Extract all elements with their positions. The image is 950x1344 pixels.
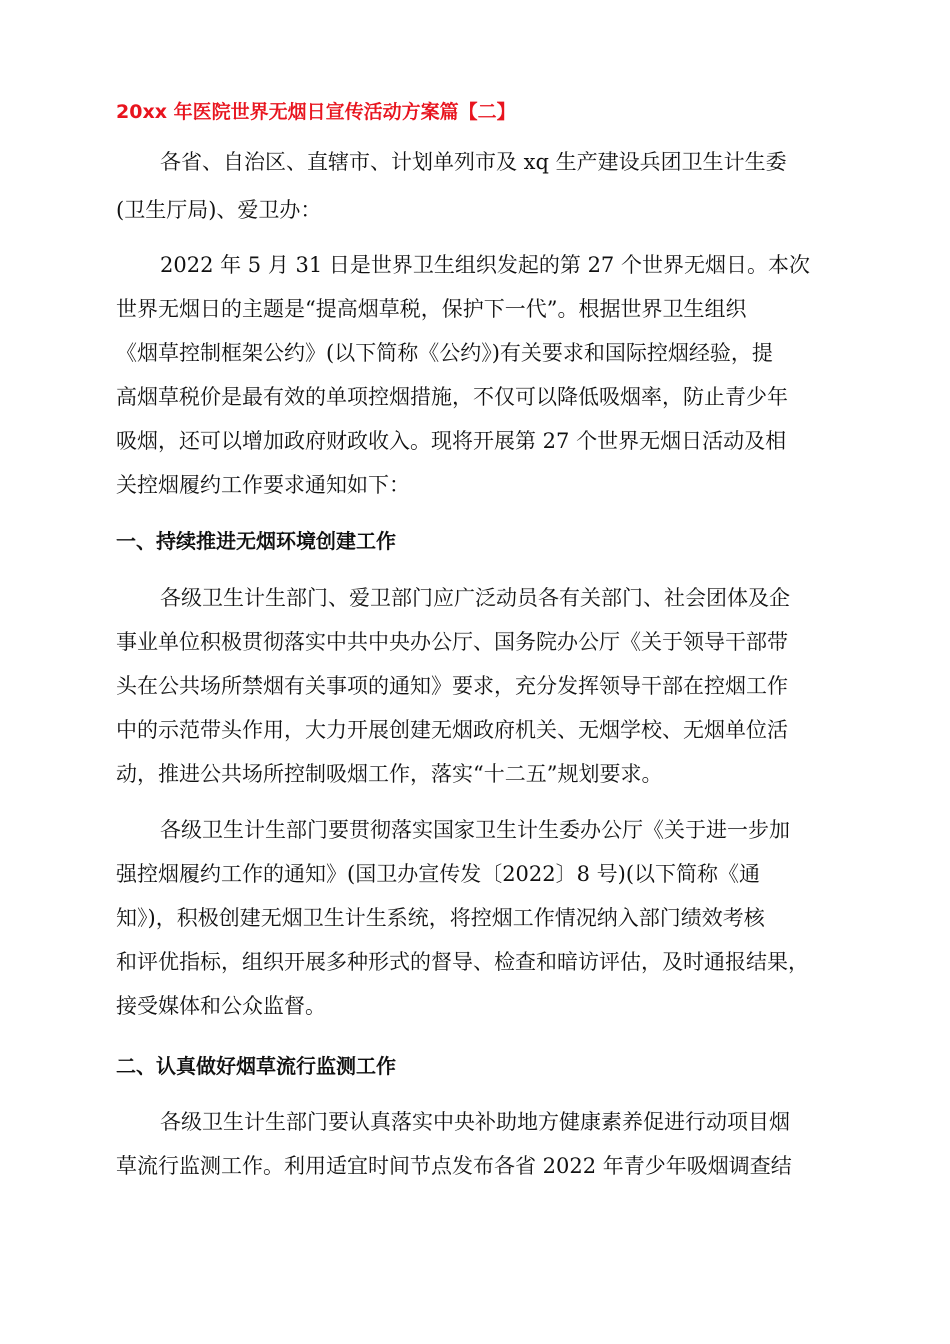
paragraph-line: 动，推进公共场所控制吸烟工作，落实“十二五”规划要求。 xyxy=(116,762,663,786)
salutation-line: (卫生厅局)、爱卫办： xyxy=(116,198,322,222)
paragraph-line: 和评优指标，组织开展多种形式的督导、检查和暗访评估，及时通报结果， xyxy=(116,950,809,974)
section-heading: 一、持续推进无烟环境创建工作 xyxy=(116,529,396,553)
intro-line: 《烟草控制框架公约》(以下简称《公约》)有关要求和国际控烟经验，提 xyxy=(116,341,773,365)
paragraph-line: 草流行监测工作。利用适宜时间节点发布各省 2022 年青少年吸烟调查结 xyxy=(116,1154,792,1178)
document-title: 20xx 年医院世界无烟日宣传活动方案篇【二】 xyxy=(116,101,516,123)
intro-line: 高烟草税价是最有效的单项控烟措施，不仅可以降低吸烟率，防止青少年 xyxy=(116,385,788,409)
intro-line: 关控烟履约工作要求通知如下： xyxy=(116,473,410,497)
intro-line: 吸烟，还可以增加政府财政收入。现将开展第 27 个世界无烟日活动及相 xyxy=(116,429,787,453)
paragraph-line: 知》)，积极创建无烟卫生计生系统，将控烟工作情况纳入部门绩效考核 xyxy=(116,906,765,930)
paragraph-line: 各级卫生计生部门、爱卫部门应广泛动员各有关部门、社会团体及企 xyxy=(160,586,790,610)
intro-line: 2022 年 5 月 31 日是世界卫生组织发起的第 27 个世界无烟日。本次 xyxy=(160,253,810,277)
paragraph-line: 中的示范带头作用，大力开展创建无烟政府机关、无烟学校、无烟单位活 xyxy=(116,718,788,742)
section-heading: 二、认真做好烟草流行监测工作 xyxy=(116,1054,396,1078)
paragraph-line: 各级卫生计生部门要贯彻落实国家卫生计生委办公厅《关于进一步加 xyxy=(160,818,790,842)
paragraph-line: 接受媒体和公众监督。 xyxy=(116,994,326,1018)
paragraph-line: 头在公共场所禁烟有关事项的通知》要求，充分发挥领导干部在控烟工作 xyxy=(116,674,788,698)
paragraph-line: 各级卫生计生部门要认真落实中央补助地方健康素养促进行动项目烟 xyxy=(160,1110,790,1134)
paragraph-line: 强控烟履约工作的通知》(国卫办宣传发〔2022〕8 号)(以下简称《通 xyxy=(116,862,761,886)
salutation-line: 各省、自治区、直辖市、计划单列市及 xq 生产建设兵团卫生计生委 xyxy=(160,150,787,174)
intro-line: 世界无烟日的主题是“提高烟草税，保护下一代”。根据世界卫生组织 xyxy=(116,297,747,321)
paragraph-line: 事业单位积极贯彻落实中共中央办公厅、国务院办公厅《关于领导干部带 xyxy=(116,630,788,654)
